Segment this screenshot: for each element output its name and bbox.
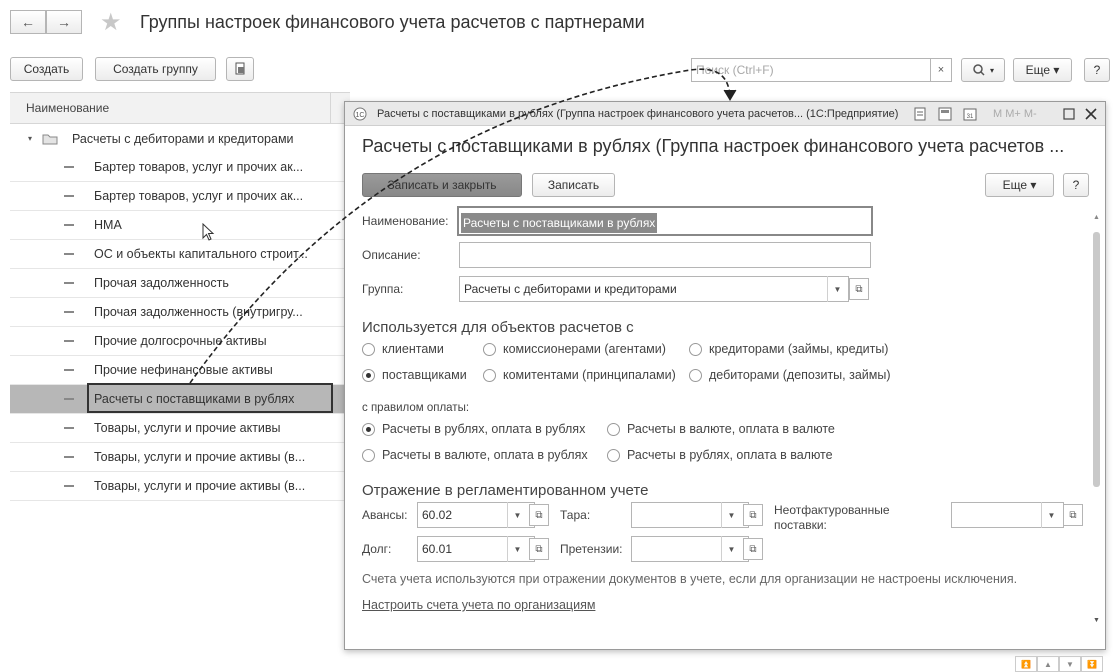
list-item-label: Прочие нефинансовые активы bbox=[94, 363, 273, 377]
debt-dropdown-icon[interactable]: ▼ bbox=[507, 536, 527, 562]
dialog-help-button[interactable]: ? bbox=[1063, 173, 1089, 197]
list-item-label: Товары, услуги и прочие активы bbox=[94, 421, 281, 435]
radio-label: Расчеты в валюте, оплата в рублях bbox=[382, 448, 588, 462]
search-input[interactable]: Поиск (Ctrl+F) bbox=[691, 58, 931, 82]
column-header-name[interactable]: Наименование bbox=[10, 92, 350, 124]
favorite-star-icon[interactable]: ★ bbox=[100, 9, 122, 36]
list-nav-buttons bbox=[1015, 656, 1113, 672]
claims-dropdown-icon[interactable]: ▼ bbox=[721, 536, 741, 562]
debt-field[interactable]: 60.01 bbox=[417, 536, 535, 562]
dialog-more-button[interactable]: Еще ▾ bbox=[985, 173, 1054, 197]
group-field[interactable]: Расчеты с дебиторами и кредиторами bbox=[459, 276, 849, 302]
expand-triangle-icon[interactable]: ▾ bbox=[28, 134, 33, 143]
list-item-label: Прочая задолженность bbox=[94, 276, 229, 290]
debt-label: Долг: bbox=[362, 542, 392, 556]
advances-open-button[interactable]: ⧉ bbox=[529, 504, 549, 526]
scroll-up-icon[interactable]: ▲ bbox=[1093, 214, 1100, 221]
list-item-label: Прочие долгосрочные активы bbox=[94, 334, 267, 348]
list-item-label: ОС и объекты капитального строит... bbox=[94, 247, 308, 261]
reg-accounting-heading: Отражение в регламентированном учете bbox=[362, 482, 649, 499]
dialog-window-title: Расчеты с поставщиками в рублях (Группа настроек финансового учета расчетов... (1С:Предприятие) bbox=[377, 108, 899, 120]
radio-label: комитентами (принципалами) bbox=[503, 368, 676, 382]
list-item-label: Бартер товаров, услуг и прочих ак... bbox=[94, 160, 304, 174]
memory-buttons[interactable]: M M+ M- bbox=[993, 108, 1037, 120]
list-item-label: НМА bbox=[94, 218, 122, 232]
radio-label: дебиторами (депозиты, займы) bbox=[709, 368, 891, 382]
back-button[interactable]: ← bbox=[10, 10, 46, 34]
debt-open-button[interactable]: ⧉ bbox=[529, 538, 549, 560]
svg-text:1С: 1С bbox=[355, 112, 365, 119]
uninvoiced-dropdown-icon[interactable]: ▼ bbox=[1041, 502, 1061, 528]
scroll-down-icon[interactable]: ▼ bbox=[1093, 617, 1100, 624]
chevron-down-icon: ▾ bbox=[989, 65, 994, 75]
list-item-label: Расчеты с дебиторами и кредиторами bbox=[72, 131, 294, 146]
radio-label: комиссионерами (агентами) bbox=[503, 342, 666, 356]
advances-field[interactable]: 60.02 bbox=[417, 502, 535, 528]
radio-label: Расчеты в рублях, оплата в валюте bbox=[627, 448, 833, 462]
list-item-label: Прочая задолженность (внутригру... bbox=[94, 305, 303, 319]
claims-open-button[interactable]: ⧉ bbox=[743, 538, 763, 560]
page-title: Группы настроек финансового учета расчетов с партнерами bbox=[140, 12, 645, 32]
claims-label: Претензии: bbox=[560, 542, 623, 556]
name-label: Наименование: bbox=[362, 214, 449, 228]
tara-open-button[interactable]: ⧉ bbox=[743, 504, 763, 526]
radio-label: поставщиками bbox=[382, 368, 467, 382]
save-and-close-button[interactable]: Записать и закрыть bbox=[362, 173, 522, 197]
uninvoiced-open-button[interactable]: ⧉ bbox=[1063, 504, 1083, 526]
forward-button[interactable]: → bbox=[46, 10, 82, 34]
save-button[interactable]: Записать bbox=[532, 173, 615, 197]
help-button[interactable]: ? bbox=[1084, 58, 1110, 82]
radio-label: кредиторами (займы, кредиты) bbox=[709, 342, 889, 356]
advances-dropdown-icon[interactable]: ▼ bbox=[507, 502, 527, 528]
accounts-note: Счета учета используются при отражении документов в учете, если для организации не настроены исключения. bbox=[362, 572, 1018, 586]
group-label: Группа: bbox=[362, 282, 404, 296]
radio-label: Расчеты в валюте, оплата в валюте bbox=[627, 422, 835, 436]
radio-label: Расчеты в рублях, оплата в рублях bbox=[382, 422, 586, 436]
tara-label: Тара: bbox=[560, 508, 591, 522]
dialog-heading: Расчеты с поставщиками в рублях (Группа настроек финансового учета расчетов ... bbox=[362, 136, 1065, 156]
name-field-value: Расчеты с поставщиками в рублях bbox=[461, 213, 657, 233]
radio-label: клиентами bbox=[382, 342, 444, 356]
create-button[interactable]: Создать bbox=[10, 57, 83, 81]
group-open-button[interactable]: ⧉ bbox=[849, 278, 869, 300]
advances-label: Авансы: bbox=[362, 508, 408, 522]
configure-accounts-link[interactable]: Настроить счета учета по организациям bbox=[362, 598, 596, 612]
list-item-label: Товары, услуги и прочие активы (в... bbox=[94, 450, 306, 464]
last-page-icon[interactable]: ⏬ bbox=[1081, 656, 1103, 672]
tara-dropdown-icon[interactable]: ▼ bbox=[721, 502, 741, 528]
description-label: Описание: bbox=[362, 248, 421, 262]
next-page-icon[interactable]: ▼ bbox=[1059, 656, 1081, 672]
uninvoiced-label: Неотфактурованные поставки: bbox=[774, 503, 890, 532]
create-group-button[interactable]: Создать группу bbox=[95, 57, 216, 81]
payment-rule-label: с правилом оплаты: bbox=[362, 402, 470, 414]
svg-text:31: 31 bbox=[966, 114, 974, 120]
list-item-label: Бартер товаров, услуг и прочих ак... bbox=[94, 189, 304, 203]
list-item-label: Расчеты с поставщиками в рублях bbox=[94, 392, 295, 406]
list-item-label: Товары, услуги и прочие активы (в... bbox=[94, 479, 306, 493]
search-clear-button[interactable]: × bbox=[930, 58, 952, 82]
group-dropdown-icon[interactable]: ▼ bbox=[827, 276, 847, 302]
prev-page-icon[interactable]: ▲ bbox=[1037, 656, 1059, 672]
used-for-heading: Используется для объектов расчетов с bbox=[362, 319, 634, 336]
more-button[interactable]: Еще ▾ bbox=[1013, 58, 1072, 82]
first-page-icon[interactable]: ⏫ bbox=[1015, 656, 1037, 672]
